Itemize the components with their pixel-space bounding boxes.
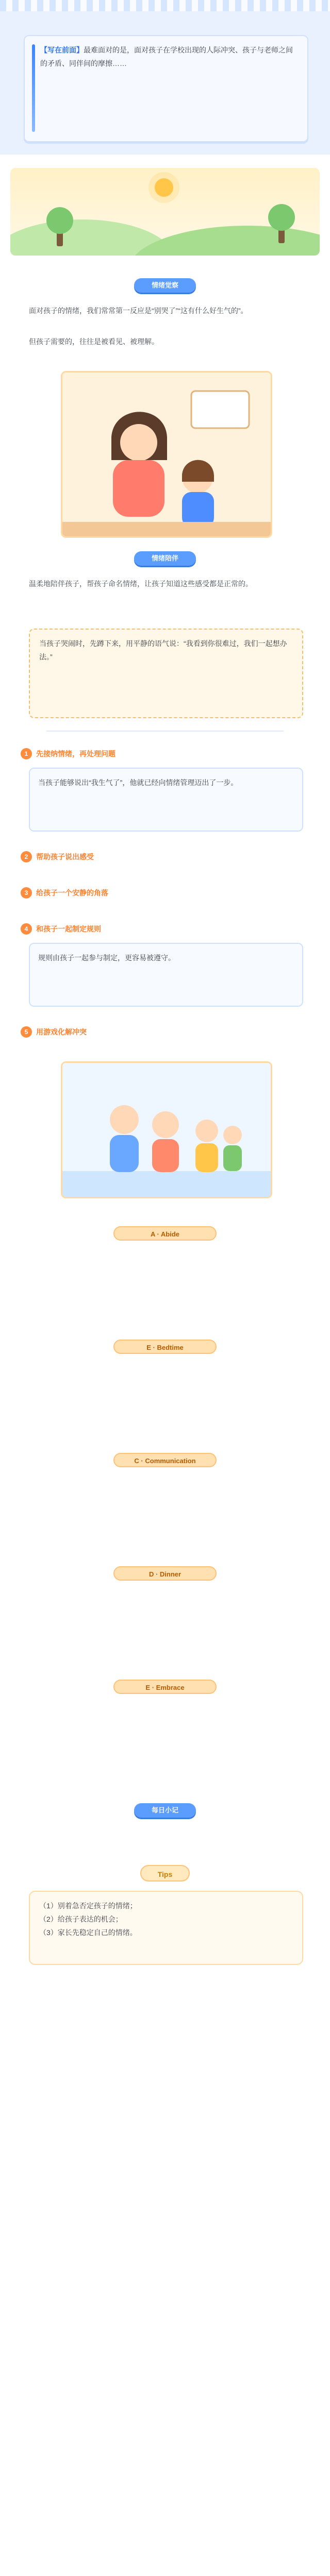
point-4	[21, 922, 309, 936]
tree-icon	[57, 225, 63, 246]
mother-child-illustration	[61, 371, 272, 538]
sun-hill-illustration	[10, 168, 320, 256]
point-5-title: 用游戏化解冲突	[36, 1028, 87, 1036]
point-4-box	[29, 943, 303, 1007]
point-2-title: 帮助孩子说出感受	[36, 853, 94, 861]
hill-right	[129, 226, 320, 256]
tip-card	[29, 629, 303, 718]
section-title-2: 情绪陪伴	[134, 551, 196, 566]
acronym-e2-label: E · Embrace	[113, 1680, 217, 1694]
section-title-1: 情绪觉察	[134, 278, 196, 293]
point-4-text: 规则由孩子一起参与制定，更容易被遵守。	[38, 954, 175, 962]
divider	[46, 731, 284, 732]
point-5-number: 5	[21, 1026, 32, 1038]
family-svg	[62, 1063, 271, 1197]
point-3-number: 3	[21, 887, 32, 899]
paragraph-3: 温柔地陪伴孩子，帮孩子命名情绪，让孩子知道这些感受都是正常的。	[29, 580, 253, 588]
paragraph-1: 面对孩子的情绪，我们常常第一反应是“别哭了”“这有什么好生气的”。	[29, 307, 248, 315]
point-2-number: 2	[21, 851, 32, 862]
point-1-number: 1	[21, 748, 32, 759]
intro-accent-bar	[32, 44, 35, 132]
point-1-text: 当孩子能够说出“我生气了”，他就已经向情绪管理迈出了一步。	[38, 778, 238, 787]
point-3	[21, 886, 309, 900]
point-1	[21, 747, 309, 760]
tips-title: Tips	[140, 1865, 190, 1882]
point-1-box	[29, 768, 303, 832]
acronym-c-label: C · Communication	[113, 1453, 217, 1467]
intro-body: 最难面对的是，面对孩子在学校出现的人际冲突、孩子与老师之间的矛盾、同伴间的摩擦……	[40, 46, 293, 67]
tree-icon	[278, 222, 285, 243]
paragraph-2: 但孩子需要的，往往是被看见、被理解。	[29, 337, 159, 346]
intro-text	[40, 43, 298, 70]
acronym-d	[113, 1566, 217, 1581]
point-4-title: 和孩子一起制定规则	[36, 925, 101, 933]
tip-card-text: 当孩子哭闹时，先蹲下来，用平静的语气说：“我看到你很难过，我们一起想办法。”	[39, 639, 287, 661]
tips-line-3: （3）家长先稳定自己的情绪。	[39, 1928, 137, 1937]
point-2	[21, 850, 309, 863]
intro-tag: 【写在前面】	[40, 46, 84, 54]
acronym-e1	[113, 1340, 217, 1354]
family-illustration	[61, 1061, 272, 1198]
illustration-svg	[62, 372, 271, 536]
tips-line-1: （1）别着急否定孩子的情绪；	[39, 1902, 137, 1910]
acronym-d-label: D · Dinner	[113, 1566, 217, 1581]
sun-icon	[155, 178, 173, 197]
acronym-a	[113, 1226, 217, 1241]
point-1-title: 先接纳情绪，再处理问题	[36, 750, 116, 758]
tips-line-2: （2）给孩子表达的机会；	[39, 1915, 123, 1923]
acronym-a-label: A · Abide	[113, 1226, 217, 1241]
acronym-e1-label: E · Bedtime	[113, 1340, 217, 1354]
top-pattern	[0, 0, 330, 11]
tips-text	[39, 1899, 292, 1939]
point-3-title: 给孩子一个安静的角落	[36, 889, 108, 897]
tips-box	[29, 1891, 303, 1965]
acronym-e2	[113, 1680, 217, 1694]
section-title-3: 每日小记	[134, 1803, 196, 1818]
point-5	[21, 1025, 309, 1039]
acronym-c	[113, 1453, 217, 1467]
point-4-number: 4	[21, 923, 32, 935]
intro-panel	[24, 35, 308, 142]
